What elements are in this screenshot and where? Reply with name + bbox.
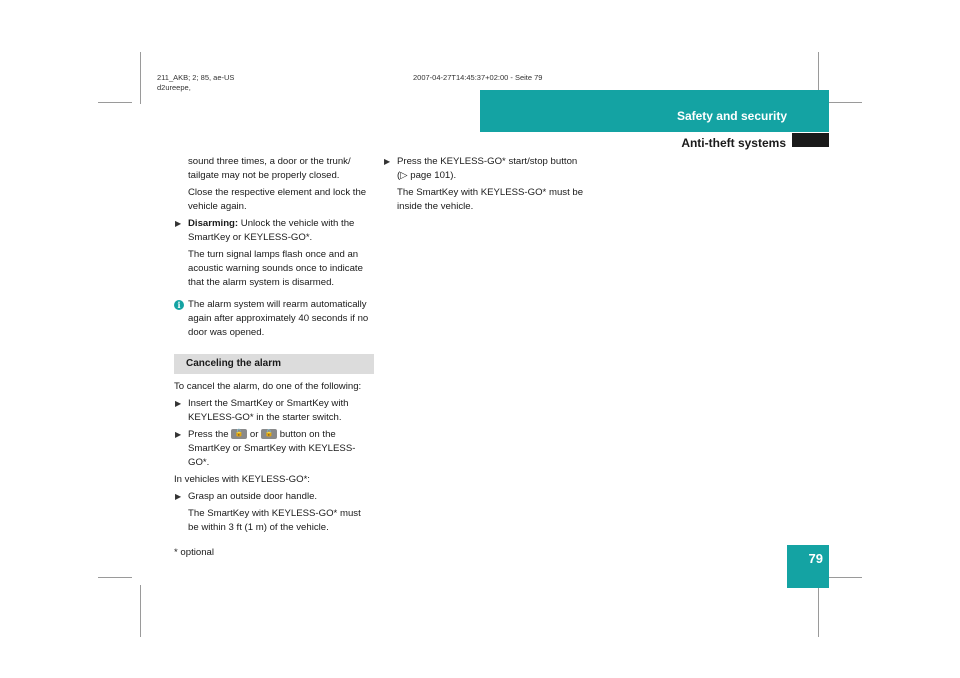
print-meta-left: [157, 73, 234, 92]
arrow-bullet-icon: ▶: [175, 492, 182, 501]
crop-mark: [140, 585, 141, 637]
arrow-bullet-icon: ▶: [175, 430, 182, 439]
keyless-intro: In vehicles with KEYLESS-GO*:: [174, 474, 310, 485]
disarming-step: [174, 217, 374, 245]
cancel-step-press-or: or: [247, 429, 262, 440]
continued-paragraph: sound three times, a door or the trunk/ tailgate may not be properly closed.: [188, 156, 351, 181]
subsection-title: Anti-theft systems: [681, 136, 786, 150]
cancel-step-door-handle: [174, 490, 374, 504]
lock-key-icon: 🔒: [261, 429, 277, 439]
info-note: [174, 298, 374, 340]
crop-mark: [828, 577, 862, 578]
cancel-intro: To cancel the alarm, do one of the following:: [174, 381, 362, 392]
section-title: Safety and security: [676, 109, 787, 123]
page-number: 79: [808, 551, 823, 566]
crop-mark: [98, 577, 132, 578]
crop-mark: [98, 102, 132, 103]
cancel-step-insert-key-text: Insert the SmartKey or SmartKey with KEYLESS-GO* in the starter switch.: [188, 398, 349, 423]
page-number-block: [787, 545, 829, 588]
unlock-key-icon: 🔓: [231, 429, 247, 439]
left-column: [174, 155, 374, 538]
arrow-bullet-icon: ▶: [175, 219, 182, 228]
arrow-bullet-icon: ▶: [175, 399, 182, 408]
door-handle-note: The SmartKey with KEYLESS-GO* must be within 3 ft (1 m) of the vehicle.: [188, 508, 361, 533]
info-icon: i: [174, 300, 184, 310]
start-stop-note: The SmartKey with KEYLESS-GO* must be inside the vehicle.: [397, 187, 584, 212]
print-meta-right: 2007-04-27T14:45:37+02:00 - Seite 79: [413, 73, 543, 82]
crop-mark: [140, 52, 141, 104]
right-column: [383, 155, 588, 217]
print-meta-line1: 211_AKB; 2; 85, ae-US: [157, 73, 235, 82]
start-stop-step: [383, 155, 588, 183]
info-note-text: The alarm system will rearm automatically again after approximately 40 seconds if no door was opened.: [188, 299, 369, 338]
start-stop-step-text: Press the KEYLESS-GO* start/stop button (▷ page 101).: [397, 156, 578, 181]
disarming-text: Unlock the vehicle with the SmartKey or KEYLESS-GO*.: [188, 218, 355, 243]
canceling-alarm-heading: Canceling the alarm: [174, 354, 374, 374]
crop-mark: [818, 585, 819, 637]
print-meta-line2: d2ureepe,: [157, 82, 191, 92]
crop-mark: [828, 102, 862, 103]
cancel-step-press-text-b: button on the SmartKey or SmartKey with KEYLESS-GO*.: [188, 429, 356, 468]
section-header-bar: [480, 90, 829, 132]
optional-footnote: * optional: [174, 547, 215, 558]
subsection-marker: [792, 133, 829, 147]
cancel-step-press-button: [174, 428, 374, 470]
disarming-result: The turn signal lamps flash once and an acoustic warning sounds once to indicate that the alarm system is disarmed.: [188, 249, 363, 288]
cancel-step-door-handle-text: Grasp an outside door handle.: [188, 491, 318, 502]
close-instruction: Close the respective element and lock the vehicle again.: [188, 187, 367, 212]
cancel-step-press-text-a: Press the: [188, 429, 232, 440]
disarming-label: Disarming:: [188, 218, 239, 229]
arrow-bullet-icon: ▶: [384, 157, 391, 166]
cancel-step-insert-key: [174, 397, 374, 425]
